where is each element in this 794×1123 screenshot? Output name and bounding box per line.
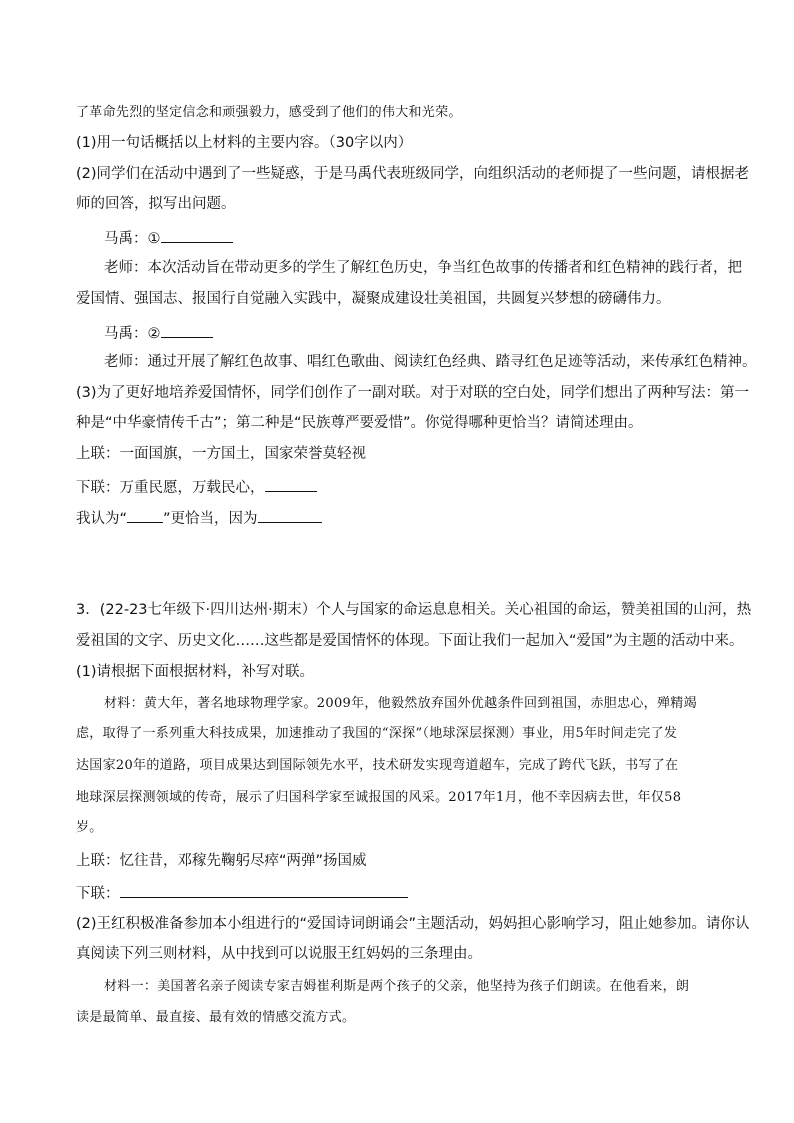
answer-prefix: 我认为“ xyxy=(76,511,128,527)
answer-choice-line xyxy=(76,507,322,529)
material-end-text: 了革命先烈的坚定信念和顽强毅力，感受到了他们的伟大和光荣。 xyxy=(76,105,462,120)
q3-material-line5: 岁。 xyxy=(76,820,103,835)
reason-blank[interactable] xyxy=(258,507,322,523)
couplet-upper-2: 上联：忆往昔，邓稼先鞠躬尽瘁“两弹”扬国威 xyxy=(76,853,367,869)
q3-m1-line2: 读是最简单、最直接、最有效的情感交流方式。 xyxy=(76,1010,356,1025)
couplet-lower-2 xyxy=(76,882,408,904)
choice-blank[interactable] xyxy=(127,507,163,523)
q2-sub3-line2: 种是“中华豪情传千古”；第二种是“民族尊严要爱惜”。你觉得哪种更恰当？请简述理由。 xyxy=(76,415,643,431)
mayu-question-1 xyxy=(104,227,233,249)
q3-sub2-line1: (2)王红积极准备参加本小组进行的“爱国诗词朗诵会”主题活动，妈妈担心影响学习，阻止她参加。请你认 xyxy=(76,916,750,932)
q3-sub2-line2: 真阅读下列三则材料，从中找到可以说服王红妈妈的三条理由。 xyxy=(76,946,482,962)
couplet-lower-2-label: 下联： xyxy=(76,886,120,902)
teacher-answer-2: 老师：通过开展了解红色故事、唱红色歌曲、阅读红色经典、踏寻红色足迹等活动，来传承红色精神。 xyxy=(104,354,757,370)
mayu-label-2: 马禹：② xyxy=(104,326,161,342)
q3-intro-line2: 爱祖国的文字、历史文化……这些都是爱国情怀的体现。下面让我们一起加入“爱国”为主题的活动中来。 xyxy=(76,633,744,649)
couplet-lower-1-label: 下联：万重民愿，万载民心， xyxy=(76,480,265,496)
couplet-lower-blank-1[interactable] xyxy=(265,476,317,492)
couplet-lower-1 xyxy=(76,476,317,498)
answer-mid: ”更恰当，因为 xyxy=(163,511,258,527)
teacher-answer-1-line2: 爱国情、强国志、报国行自觉融入实践中，凝聚成建设壮美祖国，共圆复兴梦想的磅礴伟力。 xyxy=(76,291,671,307)
teacher-answer-1-line1: 老师：本次活动旨在带动更多的学生了解红色历史，争当红色故事的传播者和红色精神的践行者，把 xyxy=(104,260,742,276)
q3-material-line3: 达国家20年的道路，项目成果达到国际领先水平，技术研发实现弯道超车，完成了跨代飞跃，书写了在 xyxy=(76,758,679,773)
couplet-upper-1: 上联：一面国旗，一方国土，国家荣誉莫轻视 xyxy=(76,446,366,462)
couplet-lower-blank-2[interactable] xyxy=(120,882,408,898)
mayu-question-2 xyxy=(104,322,213,344)
q2-sub3-line1: (3)为了更好地培养爱国情怀，同学们创作了一副对联。对于对联的空白处，同学们想出了两种写法：第一 xyxy=(76,385,750,401)
q3-material-line4: 地球深层探测领域的传奇，展示了归国科学家至诚报国的风采。2017年1月，他不幸因病去世，年仅58 xyxy=(76,790,682,805)
q3-material-line1: 材料：黄大年，著名地球物理学家。2009年，他毅然放弃国外优越条件回到祖国，赤胆忠心，殚精竭 xyxy=(104,696,697,711)
q2-sub2-line2: 师的回答，拟写出问题。 xyxy=(76,196,236,212)
answer-blank-2[interactable] xyxy=(161,322,213,338)
q3-intro-line1: 3．(22-23七年级下·四川达州·期末）个人与国家的命运息息相关。关心祖国的命运，赞美祖国的山河，热 xyxy=(76,602,752,618)
q3-sub1: (1)请根据下面根据材料，补写对联。 xyxy=(76,664,315,680)
q2-sub1: (1)用一句话概括以上材料的主要内容。（30字以内） xyxy=(76,135,413,151)
answer-blank-1[interactable] xyxy=(161,227,233,243)
q3-material-line2: 虑，取得了一系列重大科技成果，加速推动了我国的“深探”（地球深层探测）事业，用5年时间走完了发 xyxy=(76,726,678,741)
q2-sub2-line1: (2)同学们在活动中遇到了一些疑惑，于是马禹代表班级同学，向组织活动的老师提了一些问题，请根据老 xyxy=(76,166,750,182)
q3-m1-line1: 材料一：美国著名亲子阅读专家吉姆崔利斯是两个孩子的父亲，他坚持为孩子们朗读。在他看来，朗 xyxy=(104,979,690,994)
mayu-label-1: 马禹：① xyxy=(104,231,161,247)
